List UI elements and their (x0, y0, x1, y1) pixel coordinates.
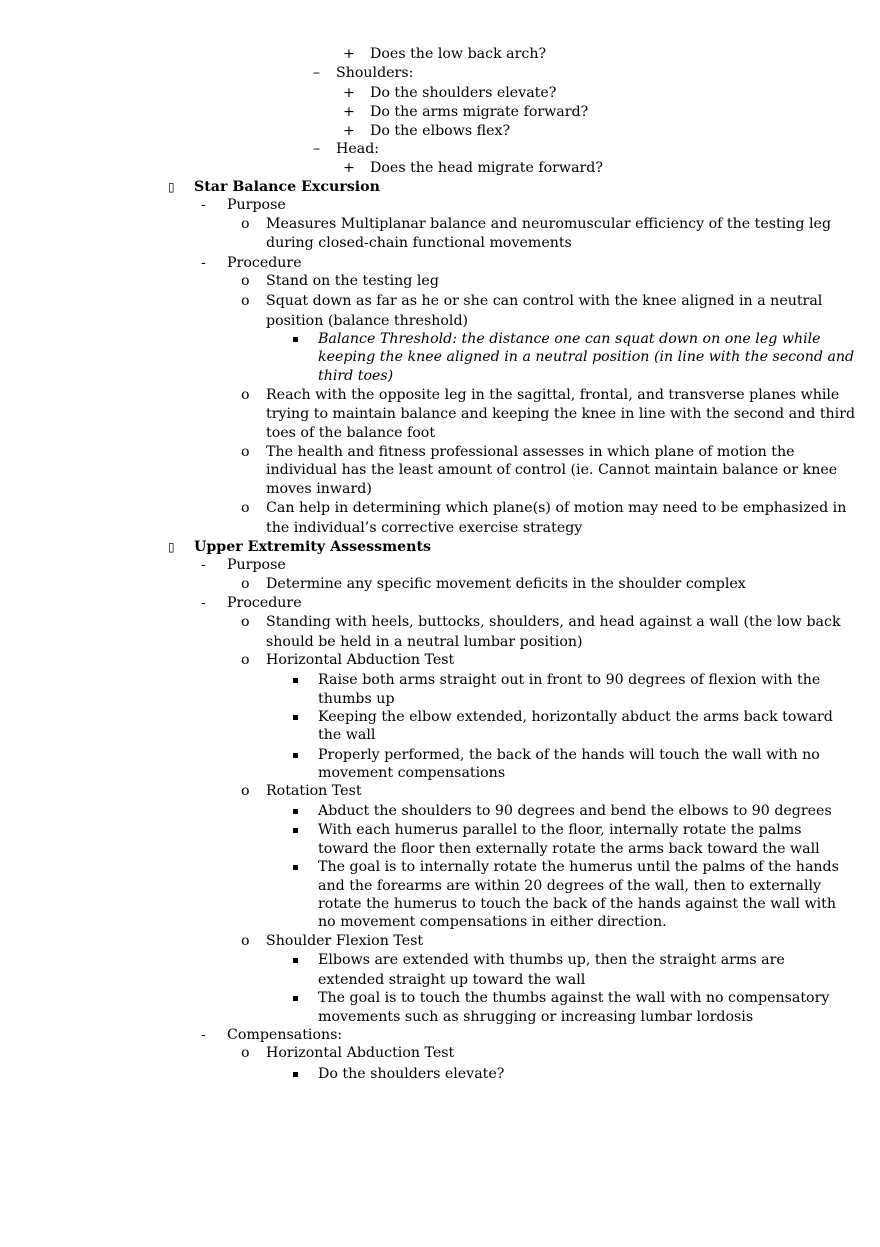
list-item: Shoulders: (336, 65, 414, 81)
test-label: Horizontal Abduction Test (266, 1045, 455, 1061)
list-item: movements such as shrugging or increasing lumbar lordosis (318, 1009, 754, 1025)
list-item: Abduct the shoulders to 90 degrees and bend the elbows to 90 degrees (318, 803, 832, 819)
circle-bullet: o (241, 216, 250, 232)
list-item: Standing with heels, buttocks, shoulders, and head against a wall (the low back (266, 614, 841, 630)
test-label: Horizontal Abduction Test (266, 652, 455, 668)
section-heading: Star Balance Excursion (194, 179, 380, 195)
list-item: Determine any specific movement deficits in the shoulder complex (266, 576, 746, 592)
square-bullet (293, 715, 298, 720)
list-item: The goal is to internally rotate the humerus until the palms of the hands (318, 859, 839, 875)
list-item: the wall (318, 727, 376, 743)
square-bullet (293, 337, 298, 342)
list-item: Does the head migrate forward? (370, 160, 603, 176)
list-item: rotate the humerus to touch the back of the hands against the wall with (318, 896, 837, 912)
circle-bullet: o (241, 293, 250, 309)
circle-bullet: o (241, 273, 250, 289)
list-item: The health and fitness professional assesses in which plane of motion the (266, 444, 795, 460)
list-item: Do the shoulders elevate? (318, 1066, 505, 1082)
list-item: Reach with the opposite leg in the sagittal, frontal, and transverse planes while (266, 387, 840, 403)
list-item: extended straight up toward the wall (318, 972, 586, 988)
list-item: Squat down as far as he or she can control with the knee aligned in a neutral (266, 293, 823, 309)
circle-bullet: o (241, 387, 250, 403)
list-item: and the forearms are within 20 degrees of the wall, then to externally (318, 878, 822, 894)
list-item: With each humerus parallel to the floor, internally rotate the palms (318, 822, 802, 838)
checkbox-bullet-icon: ▯ (168, 180, 175, 194)
square-bullet (293, 809, 298, 814)
list-item: toward the floor then externally rotate the arms back toward the wall (318, 841, 820, 857)
list-item: thumbs up (318, 691, 395, 707)
definition-text: Balance Threshold: the distance one can squat down on one leg while (318, 331, 821, 347)
test-label: Rotation Test (266, 783, 362, 799)
purpose-label: Purpose (227, 197, 286, 213)
circle-bullet: o (241, 933, 250, 949)
square-bullet (293, 996, 298, 1001)
hyphen-bullet: - (201, 595, 206, 611)
checkbox-bullet-icon: ▯ (168, 540, 175, 554)
list-item: The goal is to touch the thumbs against the wall with no compensatory (318, 990, 830, 1006)
list-item: moves inward) (266, 481, 372, 497)
list-item: Keeping the elbow extended, horizontally abduct the arms back toward (318, 709, 833, 725)
square-bullet (293, 828, 298, 833)
plus-bullet: + (343, 85, 355, 101)
circle-bullet: o (241, 576, 250, 592)
list-item: Elbows are extended with thumbs up, then the straight arms are (318, 952, 785, 968)
list-item: Can help in determining which plane(s) of motion may need to be emphasized in (266, 500, 847, 516)
procedure-label: Procedure (227, 255, 302, 271)
list-item: Do the elbows flex? (370, 123, 511, 139)
square-bullet (293, 865, 298, 870)
square-bullet (293, 678, 298, 683)
circle-bullet: o (241, 783, 250, 799)
circle-bullet: o (241, 614, 250, 630)
circle-bullet: o (241, 444, 250, 460)
list-item: individual has the least amount of control (ie. Cannot maintain balance or knee (266, 462, 838, 478)
plus-bullet: + (343, 104, 355, 120)
hyphen-bullet: - (201, 557, 206, 573)
hyphen-bullet: - (201, 1027, 206, 1043)
circle-bullet: o (241, 1045, 250, 1061)
list-item: toes of the balance foot (266, 425, 436, 441)
list-item: position (balance threshold) (266, 313, 469, 329)
purpose-label: Purpose (227, 557, 286, 573)
list-item: Raise both arms straight out in front to 90 degrees of flexion with the (318, 672, 821, 688)
list-item: Head: (336, 141, 380, 157)
list-item: during closed-chain functional movements (266, 235, 572, 251)
circle-bullet: o (241, 652, 250, 668)
list-item: no movement compensations in either direction. (318, 914, 667, 930)
list-item: Do the arms migrate forward? (370, 104, 589, 120)
test-label: Shoulder Flexion Test (266, 933, 424, 949)
list-item: should be held in a neutral lumbar position) (266, 634, 583, 650)
circle-bullet: o (241, 500, 250, 516)
plus-bullet: + (343, 160, 355, 176)
compensations-label: Compensations: (227, 1027, 343, 1043)
hyphen-bullet: - (201, 255, 206, 271)
list-item: movement compensations (318, 765, 506, 781)
square-bullet (293, 1072, 298, 1077)
definition-text: keeping the knee aligned in a neutral position (in line with the second and (318, 349, 855, 365)
plus-bullet: + (343, 46, 355, 62)
square-bullet (293, 753, 298, 758)
dash-bullet: – (313, 65, 321, 81)
definition-text: third toes) (318, 368, 394, 384)
square-bullet (293, 958, 298, 963)
list-item: the individual’s corrective exercise strategy (266, 520, 583, 536)
plus-bullet: + (343, 123, 355, 139)
list-item: trying to maintain balance and keeping the knee in line with the second and third (266, 406, 856, 422)
list-item: Properly performed, the back of the hands will touch the wall with no (318, 747, 820, 763)
procedure-label: Procedure (227, 595, 302, 611)
hyphen-bullet: - (201, 197, 206, 213)
list-item: Measures Multiplanar balance and neuromuscular efficiency of the testing leg (266, 216, 832, 232)
dash-bullet: – (313, 141, 321, 157)
list-item: Do the shoulders elevate? (370, 85, 557, 101)
section-heading: Upper Extremity Assessments (194, 539, 431, 555)
list-item: Does the low back arch? (370, 46, 547, 62)
list-item: Stand on the testing leg (266, 273, 439, 289)
